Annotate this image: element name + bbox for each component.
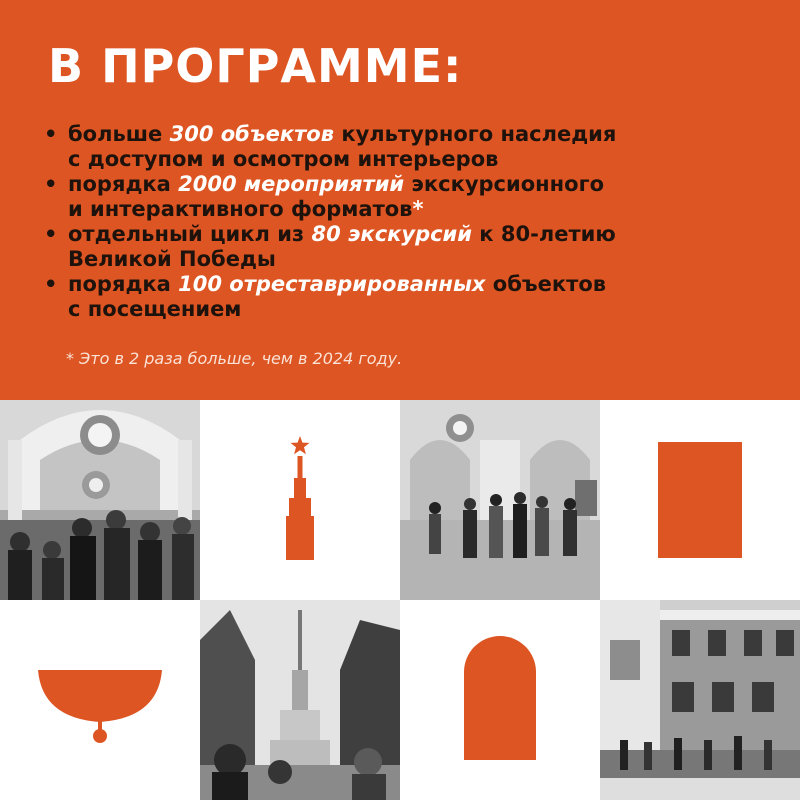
item-highlight: 100 отреставрированных (178, 272, 486, 296)
list-item (44, 272, 616, 322)
item-text-line2: с посещением (68, 297, 242, 321)
item-text: объектов (485, 272, 607, 296)
photo-tower-spire (200, 600, 400, 800)
bowl-drop-icon (0, 600, 200, 800)
item-text: экскурсионного (404, 172, 604, 196)
list-item (44, 222, 616, 272)
item-highlight: 2000 мероприятий (178, 172, 405, 196)
tile-rectangle-icon (600, 400, 800, 600)
item-asterisk: * (412, 197, 424, 221)
item-text: к 80-летию (472, 222, 616, 246)
item-text: культурного наследия (334, 122, 617, 146)
item-text: порядка (68, 172, 179, 196)
item-text-line2: и интерактивного форматов (68, 197, 413, 221)
bullet: • (44, 272, 58, 296)
item-text: больше (68, 122, 170, 146)
arch-icon (400, 600, 600, 800)
bullet: • (44, 122, 58, 146)
tower-with-star-icon (200, 400, 400, 600)
item-text-line2: с доступом и осмотром интерьеров (68, 147, 499, 171)
page-title: В ПРОГРАММЕ: (48, 39, 463, 93)
photo-building-facade (600, 600, 800, 800)
photo-palace-hall (0, 400, 200, 600)
item-highlight: 80 экскурсий (311, 222, 472, 246)
item-highlight: 300 объектов (169, 122, 335, 146)
item-text: порядка (68, 272, 179, 296)
item-text-line2: Великой Победы (68, 247, 276, 271)
rectangle-icon (600, 400, 800, 600)
item-text: отдельный цикл из (68, 222, 312, 246)
bullet: • (44, 222, 58, 246)
tile-arch-icon (400, 600, 600, 800)
footnote: * Это в 2 раза больше, чем в 2024 году. (66, 349, 403, 368)
photo-exhibition-hall (400, 400, 600, 600)
list-item (44, 172, 616, 222)
bullet: • (44, 172, 58, 196)
program-list (44, 122, 616, 322)
tile-tower-icon (200, 400, 400, 600)
list-item (44, 122, 616, 172)
tile-bowl-icon (0, 600, 200, 800)
